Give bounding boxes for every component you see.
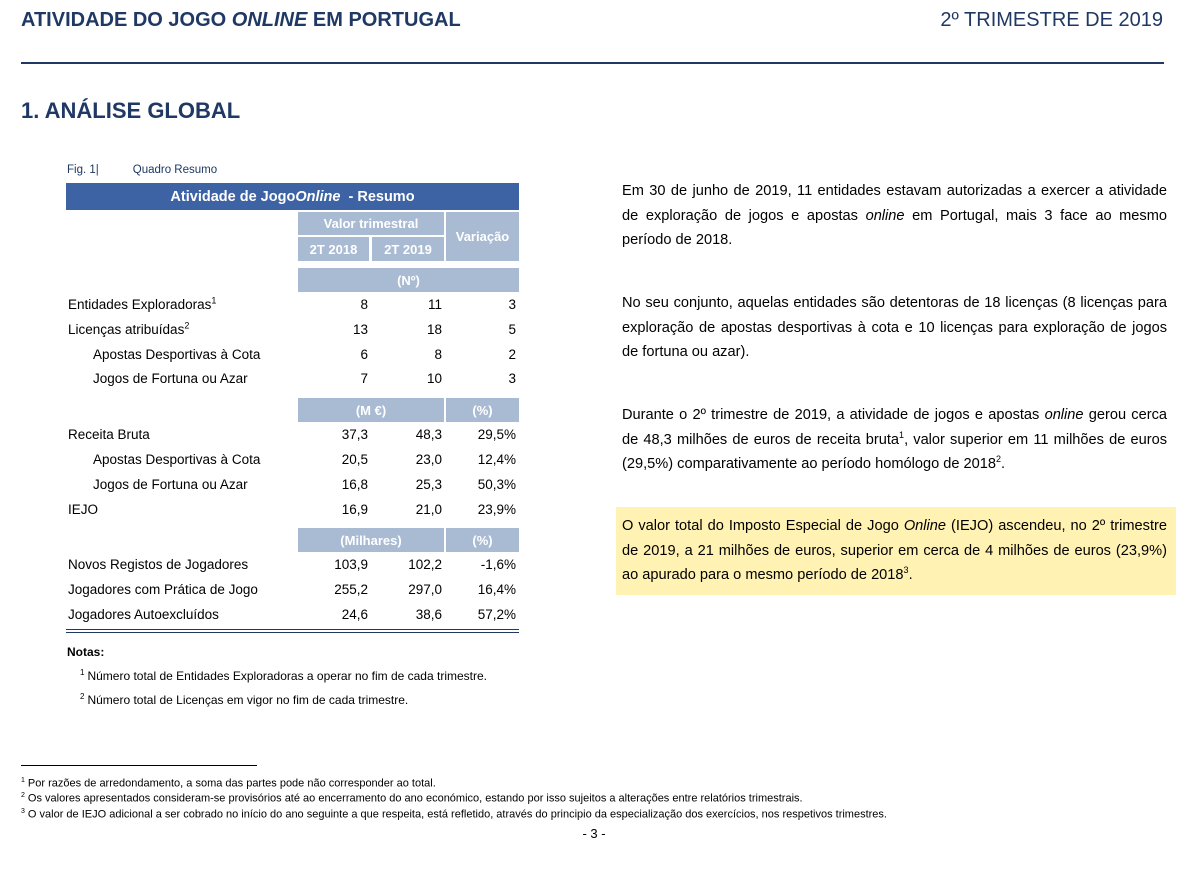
table-header [66,210,519,262]
value-2t-2018: 7 [360,371,368,387]
p4-text: O valor total do Imposto Especial de Jogo [622,518,904,534]
row-label-text: Licenças atribuídas [68,321,185,337]
row-label-text: Receita Bruta [68,427,150,443]
value-variation: 50,3% [477,476,516,492]
row-label-text: Jogos de Fortuna ou Azar [93,476,248,492]
header-2t-2018: 2T 2018 [298,237,369,261]
value-variation: 57,2% [477,606,516,622]
value-variation: 23,9% [477,501,516,517]
row-label [93,343,260,368]
page-number: - 3 - [582,826,606,841]
p1-text: Em 30 de junho de 2019, 11 entidades estavam autorizadas a exercer a atividade de exploração de jogos e apostas [622,183,1167,224]
p4-footnote-ref: 3 [903,565,909,576]
value-variation: -1,6% [480,557,516,573]
unit-row-thousands [66,528,519,553]
row-label-text: Apostas Desportivas à Cota [93,346,261,362]
document-period: 2º TRIMESTRE DE 2019 [940,9,1163,31]
value-2t-2019: 25,3 [415,476,442,492]
header-variacao: Variação [446,212,519,261]
footnote-3 [21,808,887,821]
value-2t-2019: 38,6 [415,606,442,622]
footnote-text: Por razões de arredondamento, a soma das partes pode não corresponder ao total. [27,777,436,790]
value-2t-2018: 16,8 [341,476,368,492]
row-label [68,498,98,523]
row-label-text: Entidades Exploradoras [68,297,212,312]
row-label-text: Jogos de Fortuna ou Azar [93,371,248,387]
value-variation: 5 [508,321,516,337]
notes-title: Notas: [67,645,105,659]
section-title: 1. ANÁLISE GLOBAL [21,98,241,123]
footnote-sup: 3 [21,808,25,815]
p3-footnote-ref-1: 1 [899,429,905,440]
table-row [66,423,519,448]
note-sup: 1 [80,668,85,677]
row-label-text: Apostas Desportivas à Cota [93,451,261,467]
unit-percent-2: (%) [446,528,519,552]
row-label [68,318,189,343]
value-2t-2019: 297,0 [408,582,442,598]
p1-italic: online [865,207,905,224]
table-section-revenue [66,423,519,522]
title-text-end: EM PORTUGAL [307,9,461,31]
value-2t-2018: 8 [360,297,368,312]
note-text: Número total de Licenças em vigor no fim de cada trimestre. [87,693,409,707]
row-label [93,367,248,392]
unit-count: (Nº) [298,268,519,292]
value-2t-2019: 21,0 [415,501,442,517]
value-variation: 16,4% [477,582,516,598]
table-row [66,293,519,318]
document-title [21,9,461,32]
value-2t-2018: 24,6 [341,606,368,622]
value-variation: 3 [508,371,516,387]
footnote-text: Os valores apresentados consideram-se provisórios até ao encerramento do ano económico, estando por isso sujeitos a alterações entre relatórios trimestrais. [27,792,803,805]
table-row [66,578,519,603]
table-row [66,498,519,523]
row-label [93,448,260,473]
row-label [68,603,219,628]
value-2t-2019: 18 [426,321,442,337]
row-label [68,578,258,603]
p4-text-2: (IEJO) ascendeu, no 2º trimestre de 2019, a 21 milhões de euros, superior em cerca de 4 milhões de euros (23,9%) ao apurado para o mesmo período de 2018 [622,518,1167,583]
table-section-players [66,553,519,627]
unit-row-money [66,398,519,423]
footnote-2 [21,792,803,805]
row-label-text: Jogadores Autoexcluídos [68,606,219,622]
value-2t-2018: 103,9 [334,557,368,573]
value-2t-2019: 102,2 [408,557,442,573]
unit-money: (M €) [298,398,444,422]
footnote-text: O valor de IEJO adicional a ser cobrado no início do ano seguinte a que respeita, está refletido, através do principio da especialização dos exercícios, nos respetivos trimestres. [27,808,887,821]
figure-name: Quadro Resumo [132,164,218,176]
value-variation: 29,5% [477,427,516,443]
value-2t-2019: 10 [426,371,442,387]
row-label [68,553,248,578]
paragraph-licenses: No seu conjunto, aquelas entidades são detentoras de 18 licenças (8 licenças para exploração de apostas desportivas à cota e 10 licenças para exploração de jogos de fortuna ou azar). [622,295,1167,360]
value-2t-2018: 37,3 [341,427,368,443]
value-variation: 12,4% [477,451,516,467]
unit-row-count [66,268,519,293]
title-italic: ONLINE [231,9,308,31]
value-2t-2019: 8 [434,346,442,362]
p3-text: Durante o 2º trimestre de 2019, a atividade de jogos e apostas [622,407,1045,423]
footnote-1 [21,777,436,790]
row-label [93,473,248,498]
title-text: ATIVIDADE DO JOGO [21,9,232,31]
figure-caption [67,164,217,176]
p3-footnote-ref-2: 2 [996,454,1002,465]
figure-label: Fig. 1| [67,164,99,176]
table-title-text-end: - Resumo [340,188,415,205]
value-2t-2019: 11 [427,297,442,312]
row-note-ref: 1 [211,295,217,306]
value-variation: 2 [508,346,516,362]
table-title-italic: Online [295,188,341,205]
p3-text-end: . [1001,456,1006,472]
summary-table [66,183,519,633]
paragraph-iejo [622,514,1167,588]
table-row [66,367,519,392]
footnote-sup: 1 [21,777,25,784]
p3-italic: online [1044,407,1084,423]
note-text: Número total de Entidades Exploradoras a operar no fim de cada trimestre. [87,669,487,683]
value-2t-2019: 48,3 [415,427,442,443]
note-sup: 2 [80,692,85,701]
value-2t-2018: 13 [352,321,368,337]
row-label-text: Jogadores com Prática de Jogo [68,582,258,598]
table-row [66,318,519,343]
header-valor-trimestral: Valor trimestral [298,212,444,235]
row-label [68,293,216,318]
footnote-sup: 2 [21,792,25,799]
header-rule [21,62,1164,64]
p3-text-2: gerou cerca de 48,3 milhões de euros de receita bruta [622,407,1167,448]
table-title-text: Atividade de Jogo [170,188,296,205]
footnote-rule [21,765,257,766]
header-2t-2019: 2T 2019 [372,237,444,261]
value-2t-2018: 16,9 [341,501,368,517]
p4-italic: Online [903,518,947,534]
table-row [66,473,519,498]
table-row [66,343,519,368]
row-label [68,423,150,448]
note-item [80,692,487,707]
p1-text-end: em Portugal, mais 3 face ao mesmo período de 2018. [622,207,1167,248]
value-variation: 3 [508,297,516,312]
note-item [80,668,487,683]
row-note-ref: 2 [184,320,190,331]
table-section-entities [66,293,519,392]
paragraph-revenue [622,403,1167,477]
row-label-text: IEJO [68,501,99,517]
p4-text-end: . [908,567,913,583]
paragraph-entities [622,179,1167,253]
p3-text-3: , valor superior em 11 milhões de euros (29,5%) comparativamente ao período homólogo de 2018 [622,431,1167,472]
row-label-text: Novos Registos de Jogadores [68,557,249,573]
table-title [66,183,519,210]
table-row [66,553,519,578]
table-notes [67,645,487,707]
unit-percent: (%) [446,398,519,422]
value-2t-2018: 255,2 [334,582,368,598]
unit-thousands: (Milhares) [298,528,444,552]
table-bottom-rule [66,629,519,633]
table-row [66,603,519,628]
value-2t-2018: 20,5 [341,451,368,467]
table-row [66,448,519,473]
value-2t-2019: 23,0 [415,451,442,467]
value-2t-2018: 6 [360,346,368,362]
